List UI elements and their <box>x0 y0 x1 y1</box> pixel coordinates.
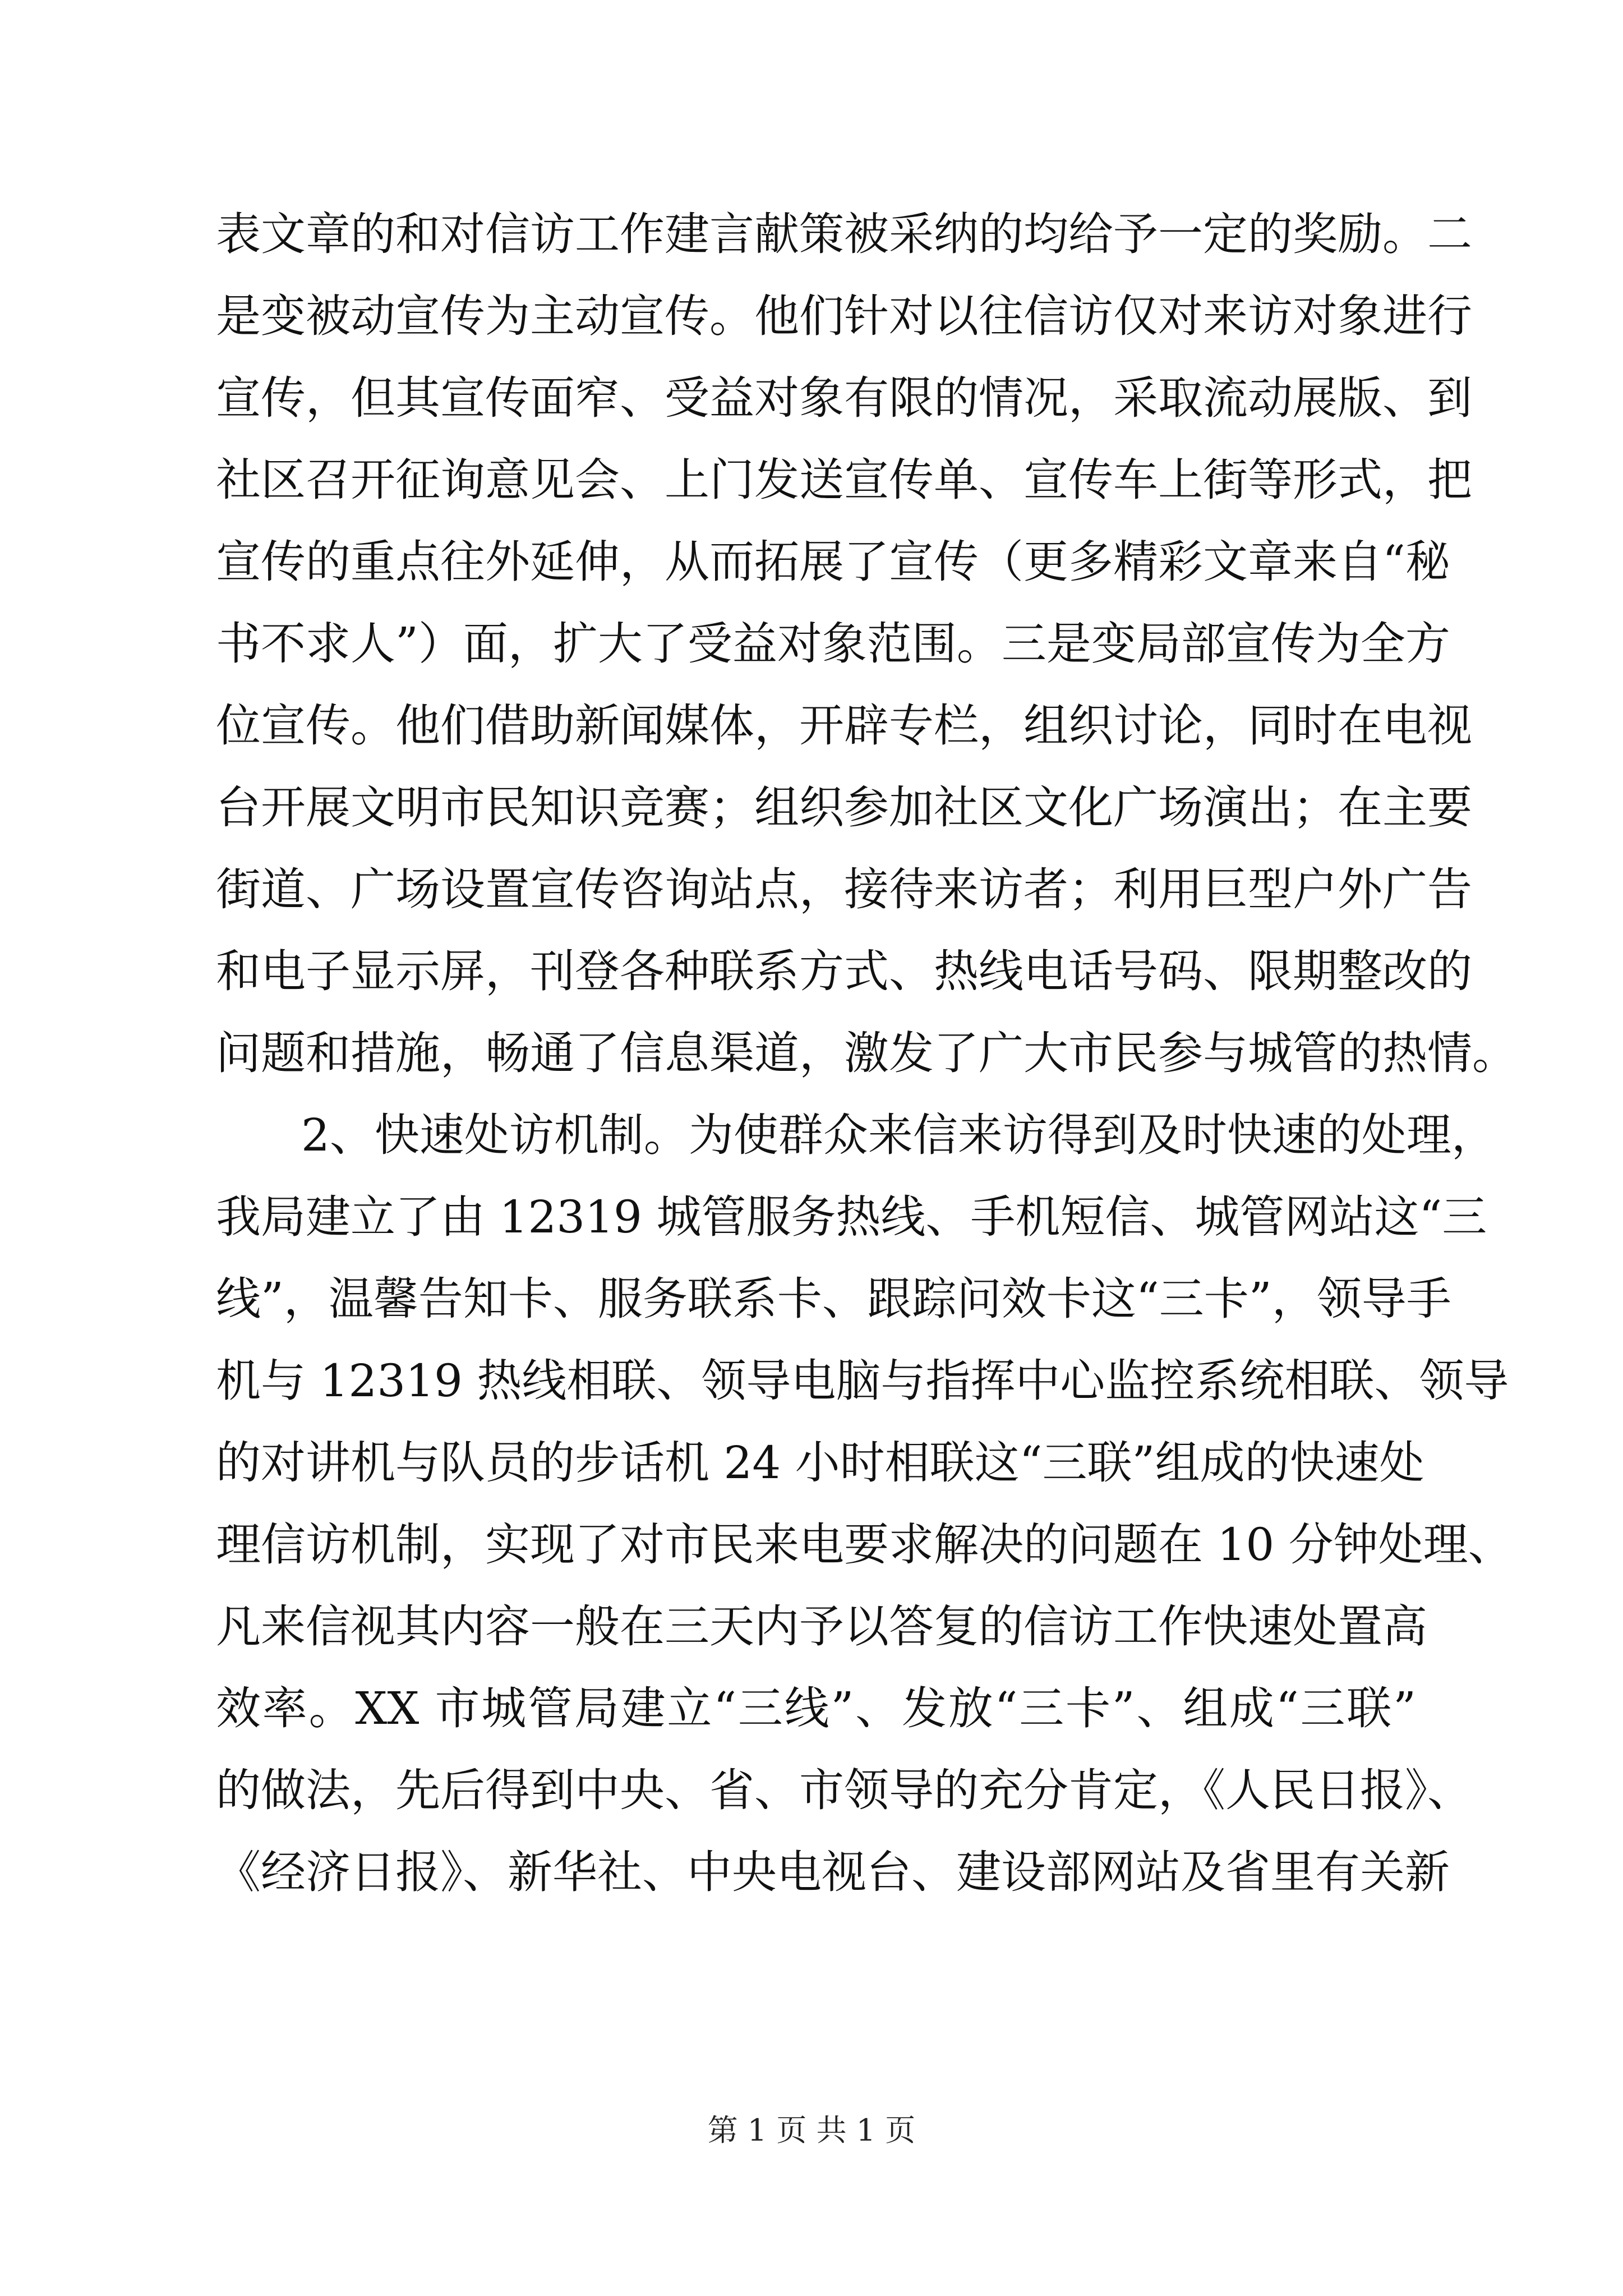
text-line: 社区召开征询意见会、上门发送宣传单、宣传车上街等形式，把 <box>216 454 1472 506</box>
text-line: 台开展文明市民知识竞赛；组织参加社区文化广场演出；在主要 <box>216 781 1472 834</box>
text-line: 和电子显示屏，刊登各种联系方式、热线电话号码、限期整改的 <box>216 945 1472 997</box>
text-line: 凡来信视其内容一般在三天内予以答复的信访工作快速处置高 <box>216 1600 1427 1653</box>
page-footer: 第 1 页 共 1 页 <box>707 2113 916 2148</box>
text-line: 2、快速处访机制。为使群众来信来访得到及时快速的处理， <box>301 1109 1496 1161</box>
text-line: 问题和措施，畅通了信息渠道，激发了广大市民参与城管的热情。 <box>216 1027 1517 1079</box>
text-line: 理信访机制，实现了对市民来电要求解决的问题在 10 分钟处理、 <box>216 1519 1513 1571</box>
text-line: 是变被动宣传为主动宣传。他们针对以往信访仅对来访对象进行 <box>216 290 1472 342</box>
text-line: 线”，温馨告知卡、服务联系卡、跟踪问效卡这“三卡”，领导手 <box>216 1273 1451 1325</box>
text-line: 的做法，先后得到中央、省、市领导的充分肯定，《人民日报》、 <box>216 1764 1472 1816</box>
text-line: 效率。XX 市城管局建立“三线”、发放“三卡”、组成“三联” <box>216 1682 1416 1734</box>
text-line: 宣传的重点往外延伸，从而拓展了宣传（更多精彩文章来自“秘 <box>216 536 1450 588</box>
text-line: 机与 12319 热线相联、领导电脑与指挥中心监控系统相联、领导 <box>216 1355 1509 1407</box>
body-text <box>216 194 1517 1913</box>
text-line: 街道、广场设置宣传咨询站点，接待来访者；利用巨型户外广告 <box>216 863 1472 915</box>
text-line: 《经济日报》、新华社、中央电视台、建设部网站及省里有关新 <box>216 1846 1450 1898</box>
text-line: 书不求人”）面，扩大了受益对象范围。三是变局部宣传为全方 <box>216 618 1450 670</box>
text-line: 的对讲机与队员的步话机 24 小时相联这“三联”组成的快速处 <box>216 1437 1424 1489</box>
text-line: 位宣传。他们借助新闻媒体，开辟专栏，组织讨论，同时在电视 <box>216 700 1472 752</box>
text-line: 表文章的和对信访工作建言献策被采纳的均给予一定的奖励。二 <box>216 208 1472 260</box>
text-line: 宣传，但其宣传面窄、受益对象有限的情况，采取流动展版、到 <box>216 372 1472 424</box>
text-line: 我局建立了由 12319 城管服务热线、手机短信、城管网站这“三 <box>216 1191 1487 1243</box>
